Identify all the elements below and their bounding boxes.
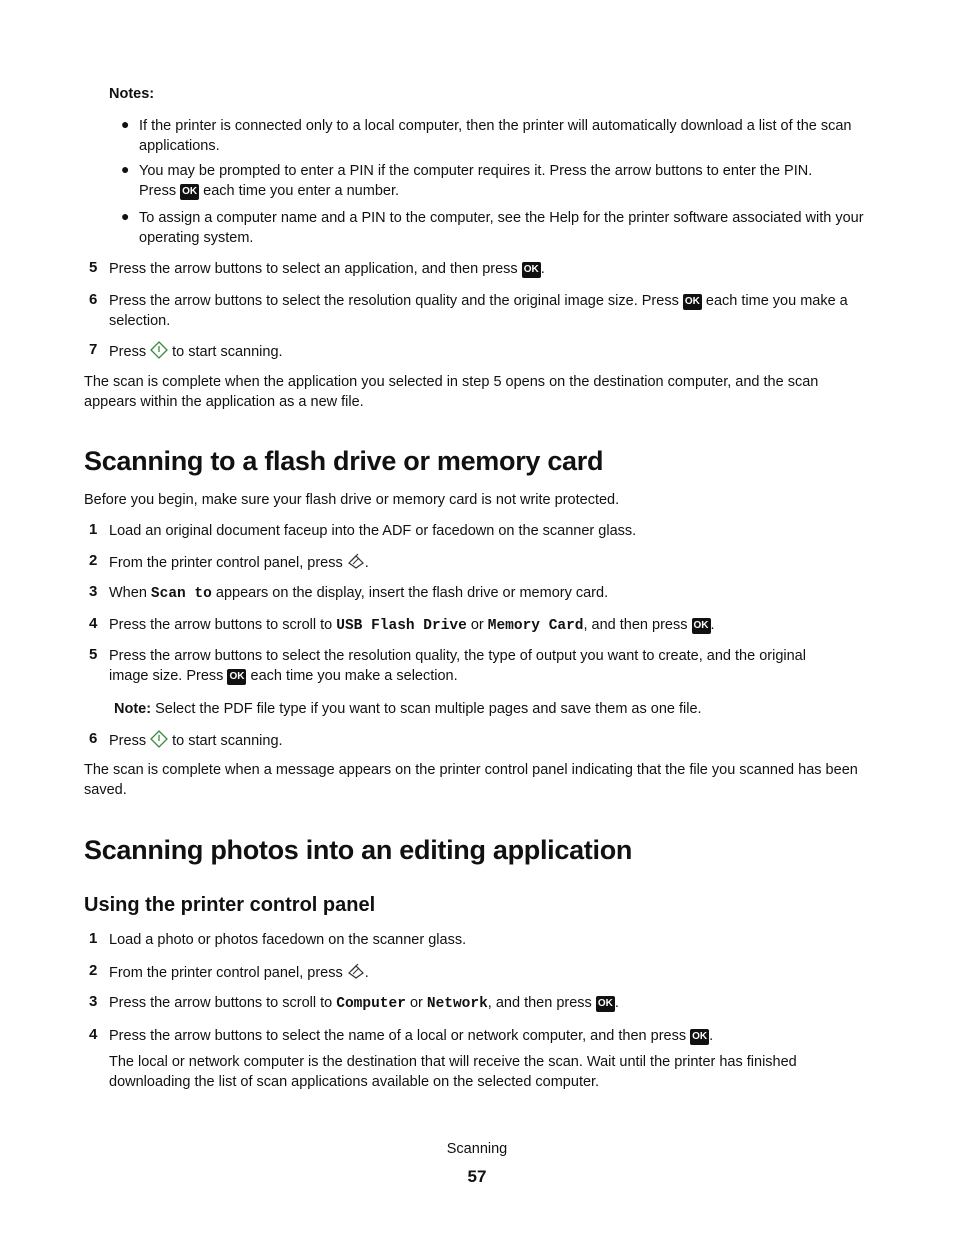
note-item-2-line1: You may be prompted to enter a PIN if the computer requires it. Press the arrow buttons to enter the PIN. <box>139 163 813 179</box>
step-text: Press <box>109 344 147 360</box>
ok-button-icon: OK <box>596 996 615 1012</box>
step-text: or <box>470 617 484 633</box>
bullet-icon: ● <box>121 208 130 224</box>
bullet-icon: ● <box>121 161 130 177</box>
step-number: 4 <box>89 1026 98 1043</box>
step-3 <box>109 583 869 604</box>
footer-section: Scanning <box>446 1141 508 1157</box>
step-4: Press the arrow buttons to select the name of a local or network computer, and then press OK . <box>109 1028 714 1044</box>
page-number: 57 <box>467 1167 487 1186</box>
scan-icon <box>347 552 365 570</box>
note <box>114 699 702 719</box>
section-title: Scanning to a flash drive or memory card <box>84 446 604 476</box>
display-text: Computer <box>336 996 406 1012</box>
step-number: 5 <box>89 646 98 663</box>
display-text: Network <box>426 996 488 1012</box>
note-item-2-text: Press <box>139 183 177 199</box>
step-1: Load a photo or photos facedown on the scanner glass. <box>109 932 467 948</box>
step-number: 2 <box>89 552 98 569</box>
step-text-end: each time you make a selection. <box>109 293 848 329</box>
step-4-paragraph: The local or network computer is the destination that will receive the scan. Wait until the printer has finished downloading the list of scan applications available on the selected computer. <box>109 1054 797 1090</box>
step-7 <box>109 341 869 362</box>
step-1: Load an original document faceup into the ADF or facedown on the scanner glass. <box>109 523 637 539</box>
step-6 <box>109 730 869 751</box>
step-3: Press the arrow buttons to scroll to Computer or Network, and then press OK . <box>109 995 619 1012</box>
step-text: Press the arrow buttons to select the resolution quality and the original image size. Press <box>109 293 679 309</box>
ok-button-icon: OK <box>522 262 541 278</box>
step-text: Press the arrow buttons to select the resolution quality, the type of output you want to create, and the original <box>109 648 806 664</box>
step-number: 1 <box>89 930 98 947</box>
step-text-end: to start scanning. <box>172 733 283 749</box>
ok-button-icon: OK <box>180 184 199 200</box>
ok-button-icon: OK <box>683 294 702 310</box>
step-text-end: each time you make a selection. <box>250 668 458 684</box>
note-item-2 <box>139 161 874 201</box>
step-5 <box>109 646 869 686</box>
intro-text: Before you begin, make sure your flash drive or memory card is not write protected. <box>84 492 620 508</box>
step-number: 3 <box>89 993 98 1010</box>
step-text: Press <box>109 733 147 749</box>
step-number: 2 <box>89 962 98 979</box>
step-number: 4 <box>89 615 98 632</box>
step-number: 1 <box>89 521 98 538</box>
step-text-end: appears on the display, insert the flash drive or memory card. <box>215 585 609 601</box>
ok-button-icon: OK <box>227 669 246 685</box>
step-text: Press the arrow buttons to select the name of a local or network computer, and then press <box>109 1028 687 1044</box>
step-text: Press the arrow buttons to scroll to <box>109 617 333 633</box>
step-5: Press the arrow buttons to select an application, and then press OK . <box>109 261 545 277</box>
step-2: From the printer control panel, press . <box>109 962 869 983</box>
step-text: From the printer control panel, press <box>109 555 343 571</box>
note-text: Select the PDF file type if you want to scan multiple pages and save them as one file. <box>155 701 702 717</box>
display-text: USB Flash Drive <box>336 618 467 634</box>
paragraph: The scan is complete when a message appears on the printer control panel indicating that the file you scanned has been saved. <box>84 762 858 798</box>
paragraph: The scan is complete when the application you selected in step 5 opens on the destination computer, and the scan appears within the application as a new file. <box>84 374 819 410</box>
step-text: Press the arrow buttons to select an application, and then press <box>109 261 518 277</box>
scan-icon <box>347 962 365 980</box>
start-icon <box>150 730 168 748</box>
step-text: , and then press <box>487 995 592 1011</box>
display-text: Memory Card <box>487 618 584 634</box>
step-2: From the printer control panel, press . <box>109 552 869 573</box>
display-text: Scan to <box>150 586 212 602</box>
step-text: or <box>409 995 423 1011</box>
notes-heading: Notes: <box>109 86 155 102</box>
step-number: 3 <box>89 583 98 600</box>
section-title: Scanning photos into an editing application <box>84 835 633 865</box>
step-text: From the printer control panel, press <box>109 965 343 981</box>
note-item-3: To assign a computer name and a PIN to the computer, see the Help for the printer software associated with your operating system. <box>139 210 864 246</box>
bullet-icon: ● <box>121 116 130 132</box>
step-text-end: to start scanning. <box>172 344 283 360</box>
step-text: , and then press <box>583 617 688 633</box>
note-item-1: If the printer is connected only to a local computer, then the printer will automatically download a list of the scan applications. <box>139 118 852 154</box>
ok-button-icon: OK <box>692 618 711 634</box>
note-label: Note: <box>114 701 152 717</box>
step-number: 5 <box>89 259 98 276</box>
step-text: image size. Press <box>109 668 224 684</box>
ok-button-icon: OK <box>690 1029 709 1045</box>
step-text: Press the arrow buttons to scroll to <box>109 995 333 1011</box>
step-number: 6 <box>89 730 98 747</box>
step-6 <box>109 291 869 331</box>
subsection-title: Using the printer control panel <box>84 894 376 916</box>
start-icon <box>150 341 168 359</box>
step-number: 6 <box>89 291 98 308</box>
step-4: Press the arrow buttons to scroll to USB Flash Drive or Memory Card, and then press OK . <box>109 617 715 634</box>
step-number: 7 <box>89 341 98 358</box>
note-item-2-text-end: each time you enter a number. <box>203 183 400 199</box>
step-text: When <box>109 585 147 601</box>
